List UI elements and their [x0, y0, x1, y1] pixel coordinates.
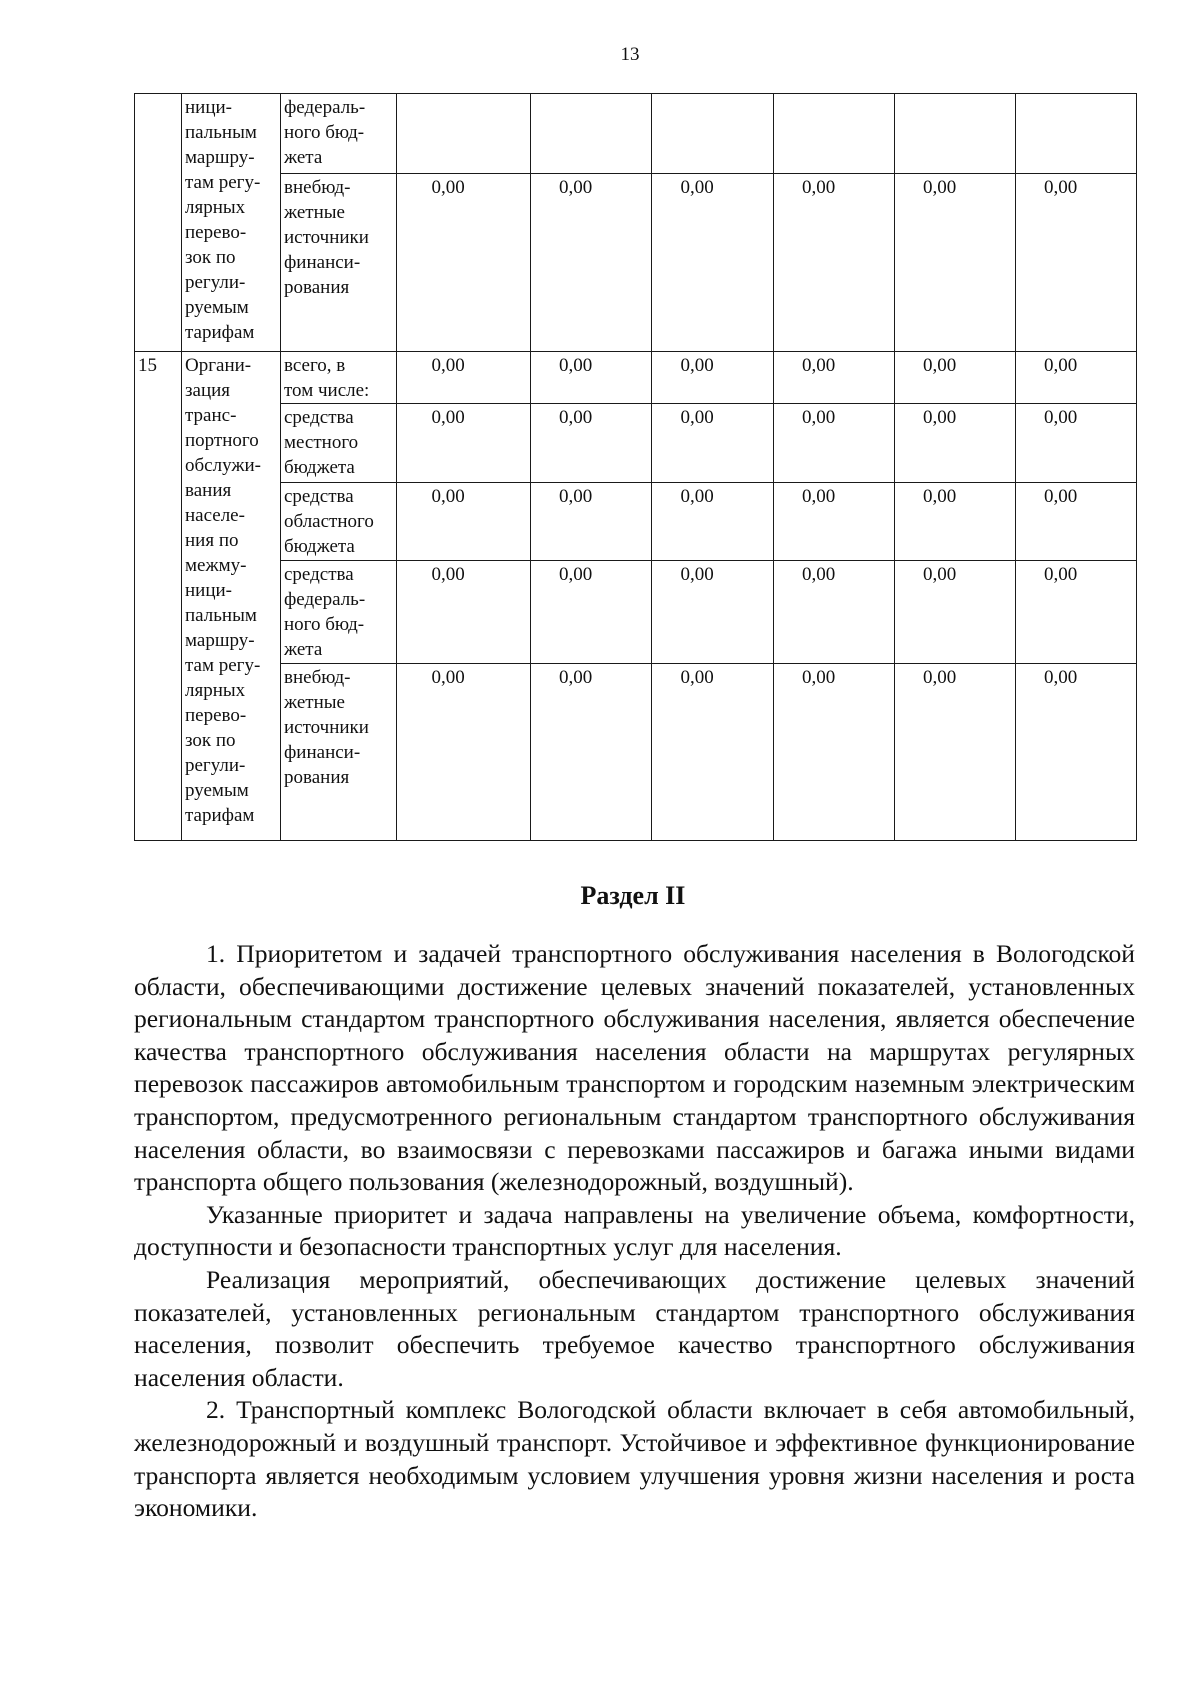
value-cell: 0,00: [652, 483, 774, 561]
table-row: [135, 94, 1137, 174]
value-cell: 0,00: [397, 352, 531, 404]
funding-source-local: средства местного бюджета: [281, 404, 397, 483]
table-row: [135, 664, 1137, 841]
value-cell: 0,00: [652, 174, 774, 352]
budget-table: [134, 93, 1137, 841]
page-number: 13: [620, 44, 640, 65]
value-cell: 0,00: [774, 664, 895, 841]
value-cell: 0,00: [1016, 174, 1137, 352]
value-cell: 0,00: [531, 174, 652, 352]
value-cell: 0,00: [531, 483, 652, 561]
value-cell: 0,00: [652, 352, 774, 404]
value-cell: 0,00: [895, 664, 1016, 841]
value-cell: 0,00: [774, 404, 895, 483]
value-cell: 0,00: [652, 664, 774, 841]
row-number-cell: 15: [135, 352, 182, 841]
table-row: [135, 404, 1137, 483]
value-cell: 0,00: [531, 561, 652, 664]
event-name-cell: ници- пальным маршру- там регу- лярных перево- зок по регули- руемым тарифам: [182, 94, 281, 352]
value-cell: [895, 94, 1016, 174]
value-cell: 0,00: [1016, 664, 1137, 841]
value-cell: 0,00: [1016, 483, 1137, 561]
value-cell: 0,00: [895, 561, 1016, 664]
value-cell: 0,00: [895, 483, 1016, 561]
value-cell: [531, 94, 652, 174]
paragraph: 1. Приоритетом и задачей транспортного обслуживания населения в Вологодской области, обеспечивающими достижение целевых значений показателей, установленных региональным стандартом транспортного обслуживания населения, является обеспечение качества транспортного обслуживания населения области на маршрутах регулярных перевозок пассажиров автомобильным транспортом и городским наземным электрическим транспортом, предусмотренного региональным стандартом транспортного обслуживания населения области, во взаимосвязи с перевозками пассажиров и багажа иными видами транспорта общего пользования (железнодорожный, воздушный).: [134, 939, 1135, 1197]
value-cell: 0,00: [895, 352, 1016, 404]
funding-source-federal: федераль- ного бюд- жета: [281, 94, 397, 174]
value-cell: 0,00: [397, 664, 531, 841]
funding-source-extrabudgetary: внебюд- жетные источники финанси- рования: [281, 664, 397, 841]
value-cell: 0,00: [774, 174, 895, 352]
value-cell: 0,00: [895, 404, 1016, 483]
funding-source-regional: средства областного бюджета: [281, 483, 397, 561]
value-cell: 0,00: [774, 483, 895, 561]
table-row: [135, 352, 1137, 404]
value-cell: 0,00: [774, 352, 895, 404]
value-cell: 0,00: [1016, 561, 1137, 664]
event-name-cell: Органи- зация транс- портного обслужи- вания населе- ния по межму- ници- пальным маршру- там регу- лярных перево- зок по регули- руемым тарифам: [182, 352, 281, 841]
value-cell: 0,00: [531, 352, 652, 404]
row-number-cell: [135, 94, 182, 352]
value-cell: [1016, 94, 1137, 174]
value-cell: 0,00: [1016, 404, 1137, 483]
funding-source-federal: средства федераль- ного бюд- жета: [281, 561, 397, 664]
paragraph: Указанные приоритет и задача направлены на увеличение объема, комфортности, доступности и безопасности транспортных услуг для населения.: [134, 1199, 1135, 1262]
body-text: [134, 938, 1135, 1525]
value-cell: 0,00: [397, 483, 531, 561]
value-cell: 0,00: [652, 561, 774, 664]
value-cell: [652, 94, 774, 174]
value-cell: [397, 94, 531, 174]
funding-source-total: всего, в том числе:: [281, 352, 397, 404]
section-title: Раздел II: [580, 881, 686, 910]
value-cell: [774, 94, 895, 174]
value-cell: 0,00: [774, 561, 895, 664]
paragraph: Реализация мероприятий, обеспечивающих достижение целевых значений показателей, установленных региональным стандартом транспортного обслуживания населения, позволит обеспечить требуемое качество транспортного обслуживания населения области.: [134, 1264, 1135, 1392]
value-cell: 0,00: [397, 561, 531, 664]
value-cell: 0,00: [531, 404, 652, 483]
table-row: [135, 483, 1137, 561]
value-cell: 0,00: [531, 664, 652, 841]
table-row: [135, 561, 1137, 664]
paragraph: 2. Транспортный комплекс Вологодской области включает в себя автомобильный, железнодорожный и воздушный транспорт. Устойчивое и эффективное функционирование транспорта является необходимым условием улучшения уровня жизни населения и роста экономики.: [134, 1395, 1135, 1523]
value-cell: 0,00: [397, 404, 531, 483]
funding-source-extrabudgetary: внебюд- жетные источники финанси- рования: [281, 174, 397, 352]
value-cell: 0,00: [397, 174, 531, 352]
value-cell: 0,00: [652, 404, 774, 483]
value-cell: 0,00: [1016, 352, 1137, 404]
table-row: [135, 174, 1137, 352]
value-cell: 0,00: [895, 174, 1016, 352]
